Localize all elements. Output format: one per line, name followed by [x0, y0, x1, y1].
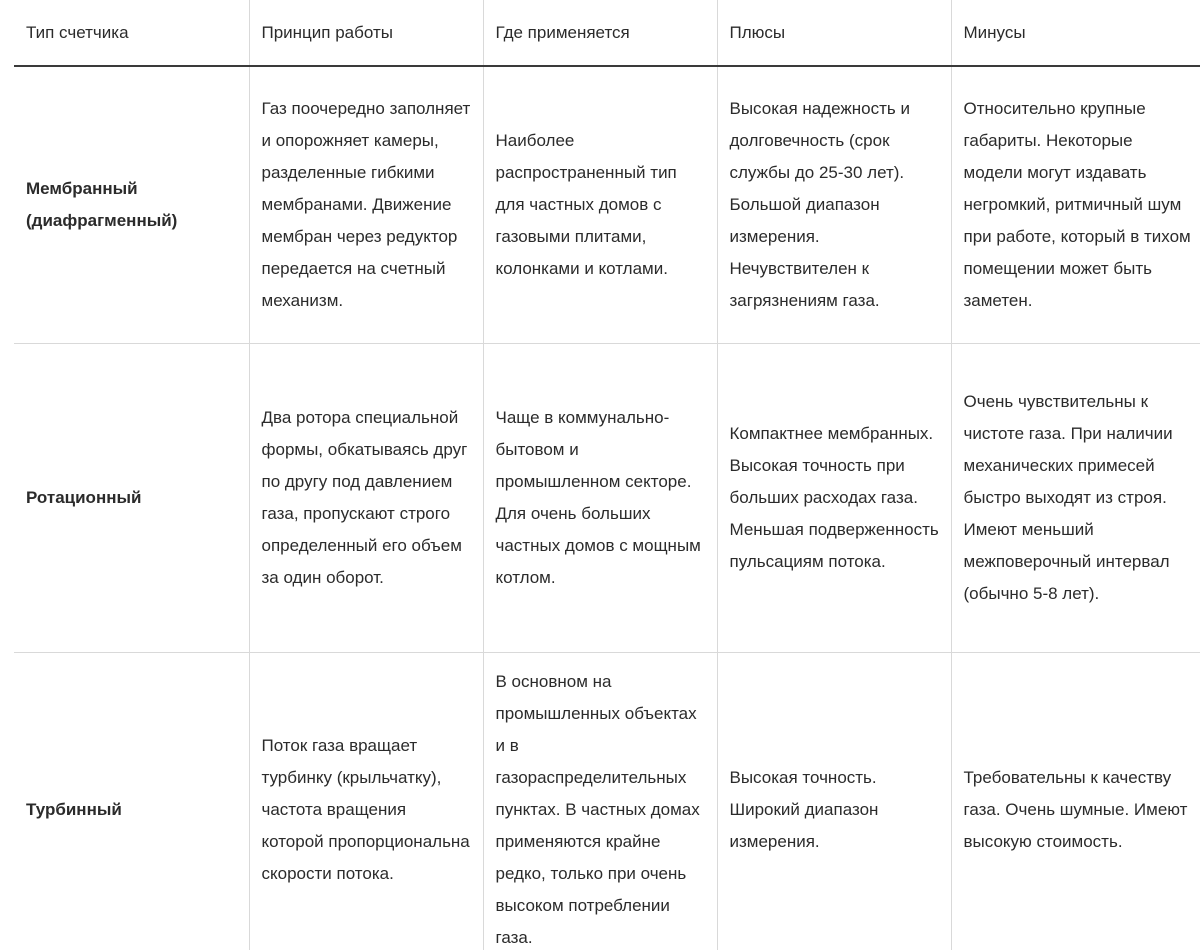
header-type: Тип счетчика: [14, 0, 249, 66]
cell-pros: Высокая точность. Широкий диапазон измерения.: [717, 653, 951, 950]
cell-type: Мембранный (диафрагменный): [14, 66, 249, 344]
header-usage: Где применяется: [483, 0, 717, 66]
table-row: [14, 66, 1200, 344]
cell-principle: Поток газа вращает турбинку (крыльчатку), частота вращения которой пропорциональна скорости потока.: [249, 653, 483, 950]
cell-cons: Очень чувствительны к чистоте газа. При наличии механических примесей быстро выходят из строя. Имеют меньший межповерочный интервал (обычно 5-8 лет).: [951, 344, 1200, 653]
cell-principle: Газ поочередно заполняет и опорожняет камеры, разделенные гибкими мембранами. Движение мембран через редуктор передается на счетный механизм.: [249, 66, 483, 344]
table-row: [14, 344, 1200, 653]
header-cons: Минусы: [951, 0, 1200, 66]
cell-usage: Чаще в коммунально-бытовом и промышленном секторе. Для очень больших частных домов с мощным котлом.: [483, 344, 717, 653]
gas-meter-comparison-table: [14, 0, 1200, 950]
cell-pros: Компактнее мембранных. Высокая точность при больших расходах газа. Меньшая подверженность пульсациям потока.: [717, 344, 951, 653]
table-header: [14, 0, 1200, 66]
cell-principle: Два ротора специальной формы, обкатываясь друг по другу под давлением газа, пропускают строго определенный его объем за один оборот.: [249, 344, 483, 653]
cell-cons: Относительно крупные габариты. Некоторые модели могут издавать негромкий, ритмичный шум при работе, который в тихом помещении может быть заметен.: [951, 66, 1200, 344]
header-row: [14, 0, 1200, 66]
cell-type: Турбинный: [14, 653, 249, 950]
table-body: [14, 66, 1200, 950]
cell-usage: Наиболее распространенный тип для частных домов с газовыми плитами, колонками и котлами.: [483, 66, 717, 344]
cell-usage: В основном на промышленных объектах и в газораспределительных пунктах. В частных домах применяются крайне редко, только при очень высоком потреблении газа.: [483, 653, 717, 950]
cell-pros: Высокая надежность и долговечность (срок службы до 25-30 лет). Большой диапазон измерения. Нечувствителен к загрязнениям газа.: [717, 66, 951, 344]
header-principle: Принцип работы: [249, 0, 483, 66]
cell-cons: Требовательны к качеству газа. Очень шумные. Имеют высокую стоимость.: [951, 653, 1200, 950]
table-row: [14, 653, 1200, 950]
header-pros: Плюсы: [717, 0, 951, 66]
cell-type: Ротационный: [14, 344, 249, 653]
